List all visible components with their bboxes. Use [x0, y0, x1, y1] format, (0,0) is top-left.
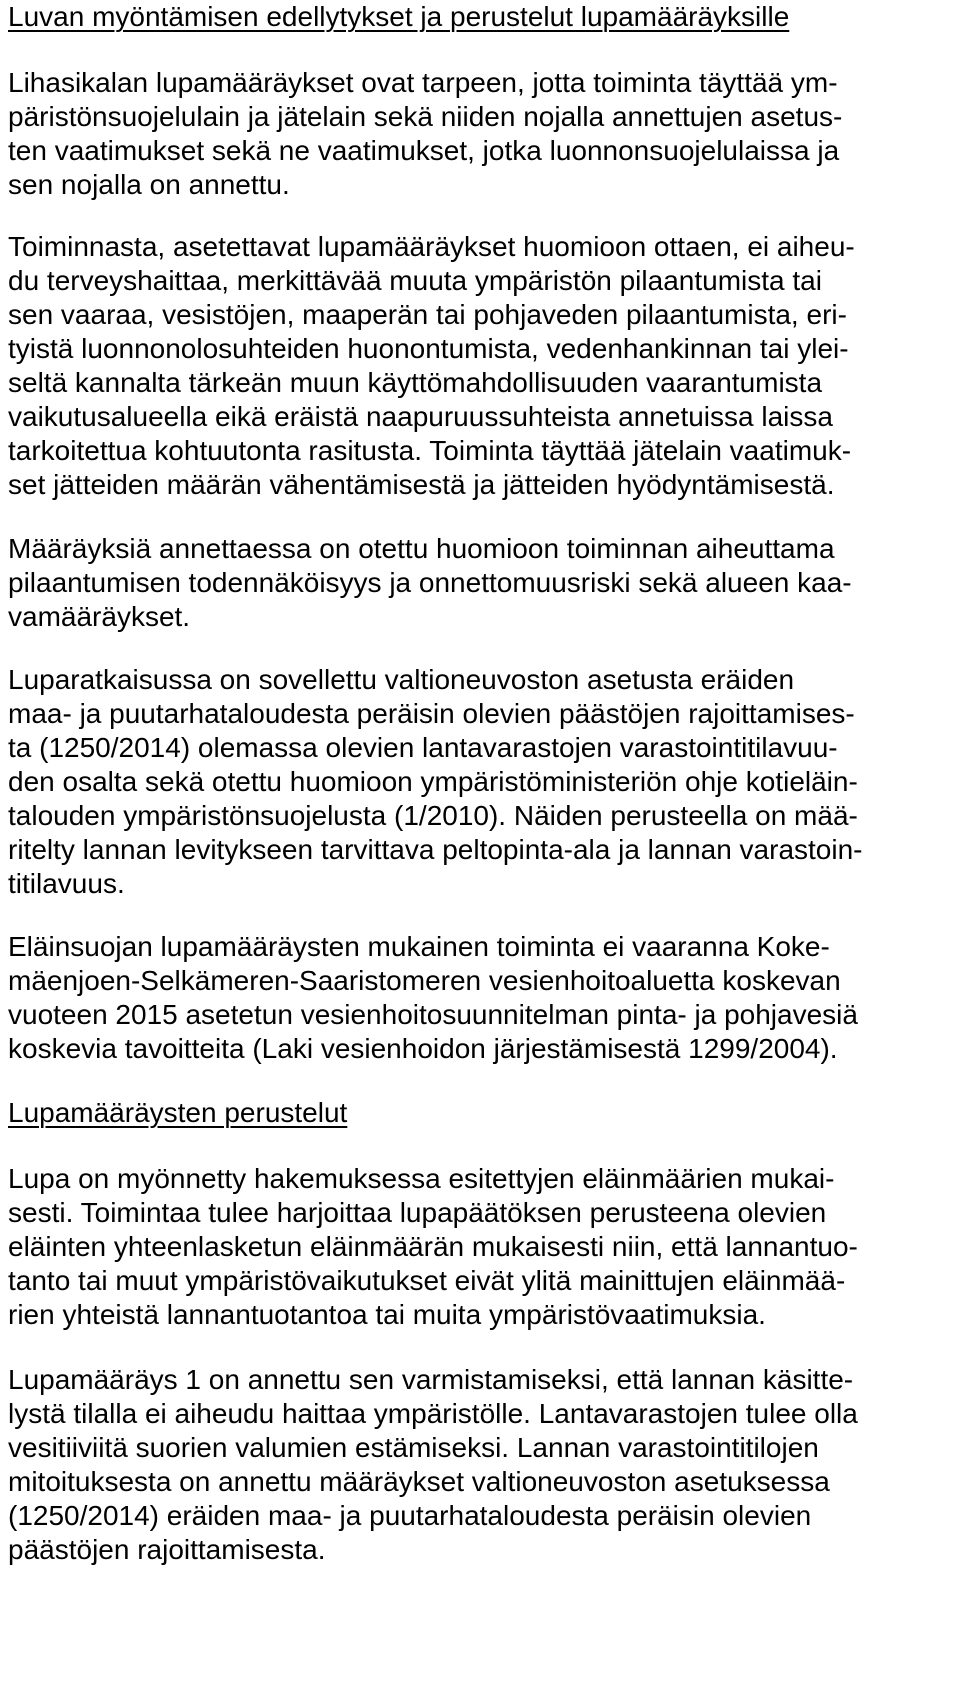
paragraph-4-line-6: ritelty lannan levitykseen tarvittava peltopinta-ala ja lannan varastoin- — [8, 834, 863, 865]
paragraph-1-line-3: ten vaatimukset sekä ne vaatimukset, jotka luonnonsuojelulaissa ja — [8, 135, 840, 166]
paragraph-4-line-5: talouden ympäristönsuojelusta (1/2010). Näiden perusteella on mää- — [8, 800, 858, 831]
paragraph-1-line-2: päristönsuojelulain ja jätelain sekä niiden nojalla annettujen asetus- — [8, 101, 843, 132]
paragraph-4-line-4: den osalta sekä otettu huomioon ympäristöministeriön ohje kotieläin- — [8, 766, 858, 797]
paragraph-4-line-1: Luparatkaisussa on sovellettu valtioneuvoston asetusta eräiden — [8, 664, 795, 695]
paragraph-2-line-2: du terveyshaittaa, merkittävää muuta ympäristön pilaantumista tai — [8, 265, 822, 296]
paragraph-2-line-7: tarkoitettua kohtuutonta rasitusta. Toiminta täyttää jätelain vaatimuk- — [8, 435, 852, 466]
paragraph-6-line-3: eläinten yhteenlasketun eläinmäärän mukaisesti niin, että lannantuo- — [8, 1231, 858, 1262]
section-heading: Luvan myöntämisen edellytykset ja perustelut lupamääräyksille — [8, 1, 790, 32]
paragraph-7-line-4: mitoituksesta on annettu määräykset valtioneuvoston asetuksessa — [8, 1466, 830, 1497]
paragraph-1-line-4: sen nojalla on annettu. — [8, 169, 290, 200]
paragraph-7-line-5: (1250/2014) eräiden maa- ja puutarhataloudesta peräisin olevien — [8, 1500, 812, 1531]
paragraph-4-line-2: maa- ja puutarhataloudesta peräisin olevien päästöjen rajoittamises- — [8, 698, 855, 729]
paragraph-2-line-8: set jätteiden määrän vähentämisestä ja jätteiden hyödyntämisestä. — [8, 469, 835, 500]
paragraph-2-line-4: tyistä luonnonolosuhteiden huonontumista, vedenhankinnan tai ylei- — [8, 333, 849, 364]
paragraph-3-line-1: Määräyksiä annettaessa on otettu huomioon toiminnan aiheuttama — [8, 533, 835, 564]
subheading: Lupamääräysten perustelut — [8, 1097, 348, 1128]
paragraph-7-line-6: päästöjen rajoittamisesta. — [8, 1534, 326, 1565]
paragraph-7-line-1: Lupamääräys 1 on annettu sen varmistamiseksi, että lannan käsitte- — [8, 1364, 854, 1395]
paragraph-3-line-3: vamääräykset. — [8, 601, 191, 632]
paragraph-2-line-5: seltä kannalta tärkeän muun käyttömahdollisuuden vaarantumista — [8, 367, 823, 398]
paragraph-4-line-3: ta (1250/2014) olemassa olevien lantavarastojen varastointitilavuu- — [8, 732, 838, 763]
paragraph-6-line-2: sesti. Toimintaa tulee harjoittaa lupapäätöksen perusteena olevien — [8, 1197, 827, 1228]
paragraph-1-line-1: Lihasikalan lupamääräykset ovat tarpeen, jotta toiminta täyttää ym- — [8, 67, 838, 98]
paragraph-2-line-6: vaikutusalueella eikä eräistä naapuruussuhteista annetuissa laissa — [8, 401, 833, 432]
paragraph-5-line-2: mäenjoen-Selkämeren-Saaristomeren vesienhoitoaluetta koskevan — [8, 965, 841, 996]
paragraph-5-line-1: Eläinsuojan lupamääräysten mukainen toiminta ei vaaranna Koke- — [8, 931, 830, 962]
paragraph-2-line-1: Toiminnasta, asetettavat lupamääräykset huomioon ottaen, ei aiheu- — [8, 231, 855, 262]
paragraph-6-line-5: rien yhteistä lannantuotantoa tai muita ympäristövaatimuksia. — [8, 1299, 766, 1330]
paragraph-3-line-2: pilaantumisen todennäköisyys ja onnettomuusriski sekä alueen kaa- — [8, 567, 852, 598]
paragraph-4-line-7: titilavuus. — [8, 868, 125, 899]
paragraph-5-line-3: vuoteen 2015 asetetun vesienhoitosuunnitelman pinta- ja pohjavesiä — [8, 999, 858, 1030]
paragraph-6-line-4: tanto tai muut ympäristövaikutukset eivät ylitä mainittujen eläinmää- — [8, 1265, 846, 1296]
paragraph-7-line-3: vesitiiviitä suorien valumien estämiseksi. Lannan varastointitilojen — [8, 1432, 819, 1463]
paragraph-5-line-4: koskevia tavoitteita (Laki vesienhoidon järjestämisestä 1299/2004). — [8, 1033, 838, 1064]
paragraph-6-line-1: Lupa on myönnetty hakemuksessa esitettyjen eläinmäärien mukai- — [8, 1163, 835, 1194]
paragraph-7-line-2: lystä tilalla ei aiheudu haittaa ympäristölle. Lantavarastojen tulee olla — [8, 1398, 858, 1429]
paragraph-2-line-3: sen vaaraa, vesistöjen, maaperän tai pohjaveden pilaantumista, eri- — [8, 299, 847, 330]
